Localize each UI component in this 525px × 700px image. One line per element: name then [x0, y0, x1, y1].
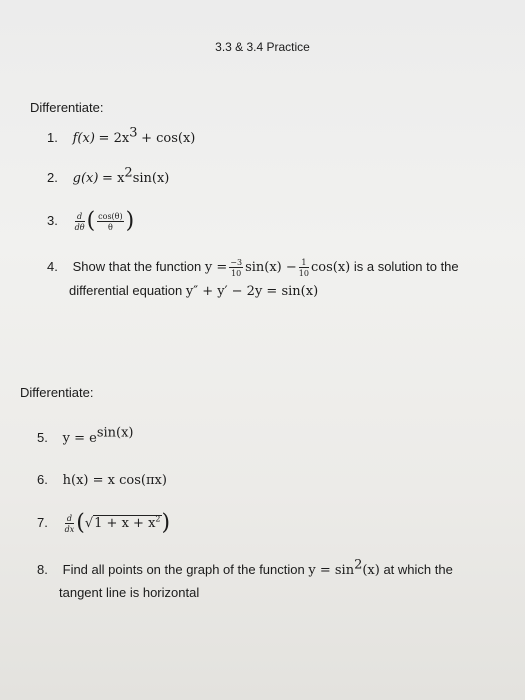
question-8-line-2: tangent line is horizontal [59, 585, 200, 600]
fraction: $\frac{\cos(\theta)}{\theta}$ [98, 211, 123, 232]
question-number: 7. [37, 515, 48, 530]
question-number: 3. [47, 213, 58, 228]
question-4-line-2: differential equation y″ + y′ − 2y = sin(x) [69, 283, 319, 299]
derivative-operator: $\frac{d}{dx}$ [64, 513, 75, 534]
question-1: 1. $f(x) = 2x^3 + \cos(x)$ [47, 125, 196, 146]
fraction: $\frac{1}{10}$ [298, 257, 309, 278]
question-4-line-1: 4. Show that the function y = $\frac{-3}{10}$ sin(x) − $\frac{1}{10}$ cos(x) is a solution to the [47, 257, 459, 278]
page-title: 3.3 & 3.4 Practice [215, 40, 310, 54]
question-3: 3. $\frac{d}{d\theta}$ ( $\frac{\cos(\theta)}{\theta}$ ) [47, 208, 135, 234]
radicand: $1 + x + x^2$ [94, 514, 161, 531]
question-number: 6. [37, 472, 48, 487]
question-5: 5. $y = e^{sin(x)}$ [37, 425, 134, 446]
question-2: 2. $g(x) = x^2\sin(x)$ [47, 165, 170, 186]
question-number: 1. [47, 130, 58, 145]
question-6: 6. h(x) = x cos(πx) [37, 472, 167, 488]
derivative-operator: $\frac{d}{d\theta}$ [74, 211, 85, 232]
question-7: 7. $\frac{d}{dx}$ $(√1 + x + x^2)$ [37, 510, 171, 536]
question-number: 5. [37, 430, 48, 445]
question-number: 4. [47, 259, 58, 274]
question-number: 8. [37, 562, 48, 577]
section2-heading: Differentiate: [20, 385, 94, 400]
question-8-line-1: 8. Find all points on the graph of the function $y = \sin^2(x)$ at which the [37, 557, 453, 578]
question-number: 2. [47, 170, 58, 185]
section1-heading: Differentiate: [30, 100, 104, 115]
fraction: $\frac{-3}{10}$ [230, 257, 243, 278]
